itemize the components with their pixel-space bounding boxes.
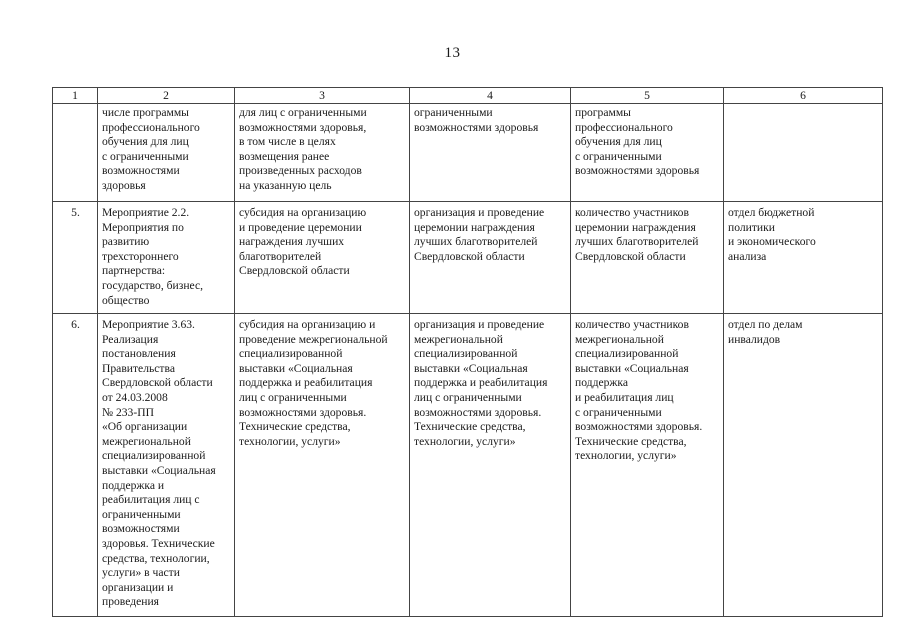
column-header-4: 4 xyxy=(410,88,571,104)
purpose-cell: ограниченными возможностями здоровья xyxy=(410,104,571,202)
measures-table xyxy=(52,87,883,617)
funding-direction-cell: для лиц с ограниченными возможностями здоровья, в том числе в целях возмещения ранее произведенных расходов на указанную цель xyxy=(235,104,410,202)
row-number-cell: 6. xyxy=(53,314,98,617)
indicator-cell: количество участников церемонии награждения лучших благотворителей Свердловской области xyxy=(571,202,724,314)
department-cell: отдел по делам инвалидов xyxy=(724,314,883,617)
table-header-row xyxy=(53,88,883,104)
measure-name-cell: Мероприятие 2.2. Мероприятия по развитию трехстороннего партнерства: государство, бизнес, общество xyxy=(98,202,235,314)
measure-name-cell: Мероприятие 3.63. Реализация постановления Правительства Свердловской области от 24.03.2008 № 233-ПП «Об организации межрегиональной специализированной выставки «Социальная поддержка и реабилитация лиц с ограниченными возможностями здоровья. Технические средства, технологии, услуги» в части организации и проведения xyxy=(98,314,235,617)
row-number-cell xyxy=(53,104,98,202)
funding-direction-cell: субсидия на организацию и проведение церемонии награждения лучших благотворителей Свердловской области xyxy=(235,202,410,314)
measure-name-cell: числе программы профессионального обучения для лиц с ограниченными возможностями здоровья xyxy=(98,104,235,202)
column-header-2: 2 xyxy=(98,88,235,104)
row-number-cell: 5. xyxy=(53,202,98,314)
table-row xyxy=(53,104,883,202)
column-header-5: 5 xyxy=(571,88,724,104)
column-header-1: 1 xyxy=(53,88,98,104)
column-header-6: 6 xyxy=(724,88,883,104)
department-cell: отдел бюджетной политики и экономического анализа xyxy=(724,202,883,314)
department-cell xyxy=(724,104,883,202)
indicator-cell: программы профессионального обучения для лиц с ограниченными возможностями здоровья xyxy=(571,104,724,202)
page-number: 13 xyxy=(444,45,461,61)
column-header-3: 3 xyxy=(235,88,410,104)
funding-direction-cell: субсидия на организацию и проведение межрегиональной специализированной выставки «Социальная поддержка и реабилитация лиц с ограниченными возможностями здоровья. Технические средства, технологии, услуги» xyxy=(235,314,410,617)
indicator-cell: количество участников межрегиональной специализированной выставки «Социальная поддержка и реабилитация лиц с ограниченными возможностями здоровья. Технические средства, технологии, услуги» xyxy=(571,314,724,617)
table-row xyxy=(53,202,883,314)
table-row xyxy=(53,314,883,617)
purpose-cell: организация и проведение межрегиональной специализированной выставки «Социальная поддержка и реабилитация лиц с ограниченными возможностями здоровья. Технические средства, технологии, услуги» xyxy=(410,314,571,617)
purpose-cell: организация и проведение церемонии награждения лучших благотворителей Свердловской области xyxy=(410,202,571,314)
